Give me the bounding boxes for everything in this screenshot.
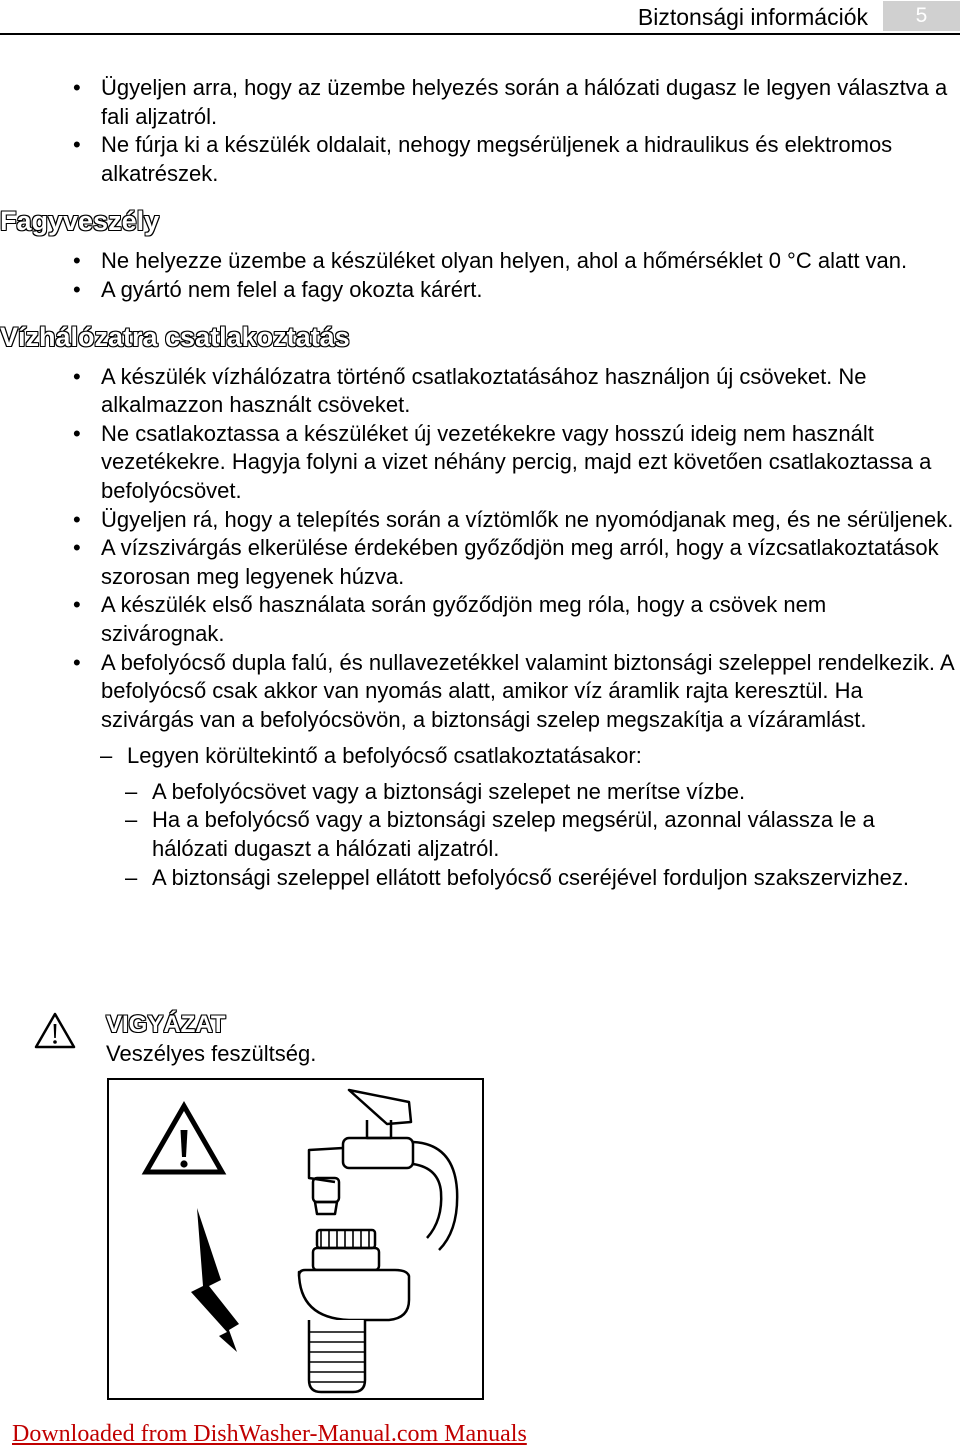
water-bullet-list xyxy=(0,363,960,735)
dash-icon: – xyxy=(125,864,138,890)
warning-triangle-icon xyxy=(34,1012,76,1050)
bullet-icon: • xyxy=(73,420,81,446)
download-link[interactable]: Downloaded from DishWasher-Manual.com Manuals xyxy=(12,1421,527,1447)
warning-block xyxy=(0,1010,960,1070)
list-item: • A készülék vízhálózatra történő csatlakoztatásához használjon új csöveket. Ne alkalmazzon használt csöveket. xyxy=(73,363,867,418)
bullet-icon: • xyxy=(73,649,81,675)
bullet-icon: • xyxy=(73,535,81,561)
sub-heading: – Legyen körültekintő a befolyócső csatlakoztatásakor: xyxy=(0,742,960,771)
list-item: • Ügyeljen rá, hogy a telepítés során a víztömlők ne nyomódjanak meg, és ne sérüljenek. xyxy=(0,506,960,535)
list-item: – A befolyócsövet vagy a biztonsági szelepet ne merítse vízbe. xyxy=(0,778,960,807)
page-header xyxy=(0,0,960,36)
faucet-icon xyxy=(309,1090,457,1250)
list-item: • Ne fúrja ki a készülék oldalait, nehogy megsérüljenek a hidraulikus és elektromos alkatrészek. xyxy=(73,132,893,186)
warning-text: Veszélyes feszültség. xyxy=(106,1041,317,1066)
list-item: • Ne helyezze üzembe a készüléket olyan helyen, ahol a hőmérséklet 0 °C alatt van. xyxy=(0,247,960,276)
lightning-bolt-icon xyxy=(191,1208,239,1352)
water-heading: Vízhálózatra csatlakoztatás xyxy=(0,321,350,352)
list-item: • A vízszivárgás elkerülése érdekében győződjön meg arról, hogy a vízcsatlakoztatások szorosan meg legyenek húzva. xyxy=(73,535,939,589)
bullet-icon: • xyxy=(73,592,81,618)
hazard-triangle-icon xyxy=(146,1106,222,1172)
frost-heading: Fagyveszély xyxy=(0,206,160,237)
list-item: • A befolyócső dupla falú, és nullavezetékkel valamint biztonsági szeleppel rendelkezik. A befolyócső csak akkor van nyomás alatt, amikor víz áramlik rajta keresztül. Ha szivárgás van a befolyócsövön, a biztonsági szelep megszakítja a vízáramlást. xyxy=(73,649,954,732)
bullet-icon: • xyxy=(73,363,81,389)
safety-valve-icon xyxy=(299,1230,409,1392)
warning-title: VIGYÁZAT xyxy=(106,1011,226,1038)
page-number: 5 xyxy=(883,1,960,31)
valve-illustration xyxy=(109,1080,482,1398)
list-item: • A gyártó nem felel a fagy okozta kárért. xyxy=(0,276,960,305)
bullet-icon: • xyxy=(73,276,81,302)
list-item: – Ha a befolyócső vagy a biztonsági szelep megsérül, azonnal válassza le a hálózati dugaszt a hálózati aljzatról. xyxy=(125,807,875,862)
sub-list xyxy=(0,742,960,892)
safety-illustration xyxy=(107,1078,484,1400)
frost-bullet-list xyxy=(0,247,960,304)
list-item: – A biztonsági szeleppel ellátott befolyócső cseréjével forduljon szakszervizhez. xyxy=(0,864,960,893)
header-rule xyxy=(0,33,960,35)
dash-icon: – xyxy=(100,743,113,769)
bullet-icon: • xyxy=(73,75,81,100)
list-item: • Ügyeljen arra, hogy az üzembe helyezés során a hálózati dugasz le legyen választva a fali aljzatról. xyxy=(73,75,948,129)
main-content xyxy=(0,74,960,892)
list-item: • Ne csatlakoztassa a készüléket új vezetékekre vagy hosszú ideig nem használt vezetékekre. Hagyja folyni a vizet néhány percig, majd ezt követően csatlakoztassa a befolyócsövet. xyxy=(73,420,932,503)
dash-icon: – xyxy=(125,778,138,804)
dash-icon: – xyxy=(125,807,138,833)
bullet-icon: • xyxy=(73,132,81,158)
bullet-icon: • xyxy=(73,248,81,274)
list-item: • A készülék első használata során győződjön meg róla, hogy a csövek nem szivárognak. xyxy=(73,592,827,646)
intro-bullet-list xyxy=(0,74,960,188)
section-title: Biztonsági információk xyxy=(637,4,868,30)
bullet-icon: • xyxy=(73,506,81,532)
